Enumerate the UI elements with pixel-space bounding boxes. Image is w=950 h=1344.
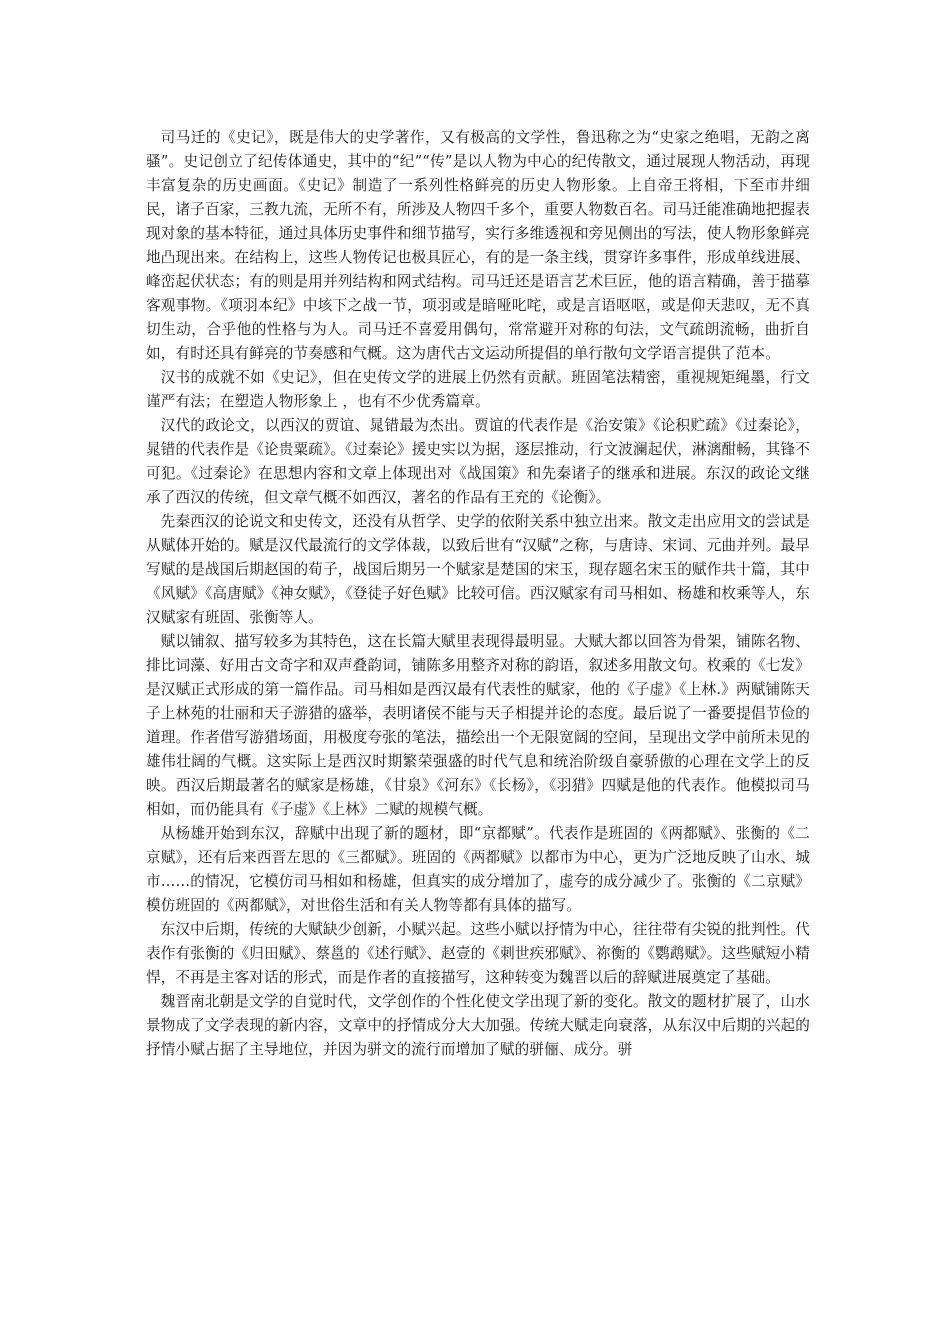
paragraph-wei-jin: 魏晋南北朝是文学的自觉时代，文学创作的个性化使文学出现了新的变化。散文的题材扩展了，山水景物成了文学表现的新内容，文章中的抒情成分大大加强。传统大赋走向衰落，从东汉中后期的兴起的抒情小赋占据了主导地位，并因为骈文的流行而增加了赋的骈俪、成分。骈 — [146, 993, 810, 1058]
paragraph-short-fu: 东汉中后期，传统的大赋缺少创新，小赋兴起。这些小赋以抒情为中心，往往带有尖锐的批判性。代表作有张衡的《归田赋》、蔡邕的《述行赋》、赵壹的《刺世疾邪赋》、祢衡的《鹦鹉赋》。这些赋短小精悍，不再是主客对话的形式，而是作者的直接描写，这种转变为魏晋以后的辞赋进展奠定了基础。 — [146, 921, 810, 986]
paragraph-hanshu: 汉书的成就不如《史记》，但在史传文学的进展上仍然有贡献。班固笔法精密，重视规矩绳墨，行文谨严有法；在塑造人物形象上 ，也有不少优秀篇章。 — [146, 369, 810, 410]
paragraph-han-political-essays: 汉代的政论文，以西汉的贾谊、晁错最为杰出。贾谊的代表作是《治安策》《论积贮疏》《过秦论》，晁错的代表作是《论贵粟疏》。《过秦论》援史实以为据，逐层推动，行文波澜起伏，淋漓酣畅，其锋不可犯。《过秦论》在思想内容和文章上体现出对《战国策》和先秦诸子的继承和进展。东汉的政论文继承了西汉的传统，但文章气概不如西汉，著名的作品有王充的《论衡》。 — [146, 417, 810, 506]
paragraph-capital-fu: 从杨雄开始到东汉，辞赋中出现了新的题材，即“京都赋”。代表作是班固的《两都赋》、张衡的《二京赋》，还有后来西晋左思的《三都赋》。班固的《两都赋》以都市为中心，更为广泛地反映了山水、城市……的情况，它模仿司马相如和杨雄，但真实的成分增加了，虚夸的成分减少了。张衡的《二京赋》模仿班固的《两都赋》，对世俗生活和有关人物等都有具体的描写。 — [146, 825, 810, 914]
paragraph-shiji: 司马迁的《史记》，既是伟大的史学著作，又有极高的文学性，鲁迅称之为“史家之绝唱，无韵之离骚”。史记创立了纪传体通史，其中的“纪”“传”是以人物为中心的纪传散文，通过展现人物活动，再现丰富复杂的历史画面。《史记》制造了一系列性格鲜亮的历史人物形象。上自帝王将相，下至市井细民，诸子百家，三教九流，无所不有，所涉及人物四千多个，重要人物数百名。司马迁能准确地把握表现对象的基本特征，通过具体历史事件和细节描写，实行多维透视和旁见侧出的写法，使人物形象鲜亮地凸现出来。在结构上，这些人物传记也极具匠心，有的是一条主线，贯穿许多事件，形成单线进展、峰峦起伏状态；有的则是用并列结构和网式结构。司马迁还是语言艺术巨匠，他的语言精确，善于描摹客观事物。《项羽本纪》中垓下之战一节，项羽或是暗哑叱咤，或是言语呕呕，或是仰天悲叹，无不真切生动，合乎他的性格与为人。司马迁不喜爱用偶句，常常避开对称的句法，文气疏朗流畅，曲折自如，有时还具有鲜亮的节奏感和气概。这为唐代古文运动所提倡的单行散句文学语言提供了范本。 — [146, 129, 810, 362]
paragraph-fu-origins: 先秦西汉的论说文和史传文，还没有从哲学、史学的依附关系中独立出来。散文走出应用文的尝试是从赋体开始的。赋是汉代最流行的文学体裁，以致后世有“汉赋”之称，与唐诗、宋词、元曲并列。最早写赋的是战国后期赵国的荀子，战国后期另一个赋家是楚国的宋玉，现存题名宋玉的赋作共十篇，其中《风赋》《高唐赋》《神女赋》，《登徒子好色赋》比较可信。西汉赋家有司马相如、杨雄和枚乘等人，东汉赋家有班固、张衡等人。 — [146, 513, 810, 626]
paragraph-fu-characteristics: 赋以铺叙、描写较多为其特色，这在长篇大赋里表现得最明显。大赋大都以回答为骨架，铺陈名物、排比词藻、好用古文奇字和双声叠韵词，铺陈多用整齐对称的韵语，叙述多用散文句。枚乘的《七发》是汉赋正式形成的第一篇作品。司马相如是西汉最有代表性的赋家，他的《子虚》《上林.》两赋铺陈天子上林苑的壮丽和天子游猎的盛举，表明诸侯不能与天子相提并论的态度。最后说了一番要提倡节俭的道理。作者借写游猎场面，用极度夸张的笔法，描绘出一个无限宽阔的空间，呈现出文学中前所未见的雄伟壮阔的气概。这实际上是西汉时期繁荣强盛的时代气息和统治阶级自豪骄傲的心理在文学上的反映。西汉后期最著名的赋家是杨雄，《甘泉》《河东》《长杨》，《羽猎》四赋是他的代表作。他模拟司马相如，而仍能具有《子虚》《上林》二赋的规模气概。 — [146, 633, 810, 818]
document-body — [146, 126, 810, 1062]
